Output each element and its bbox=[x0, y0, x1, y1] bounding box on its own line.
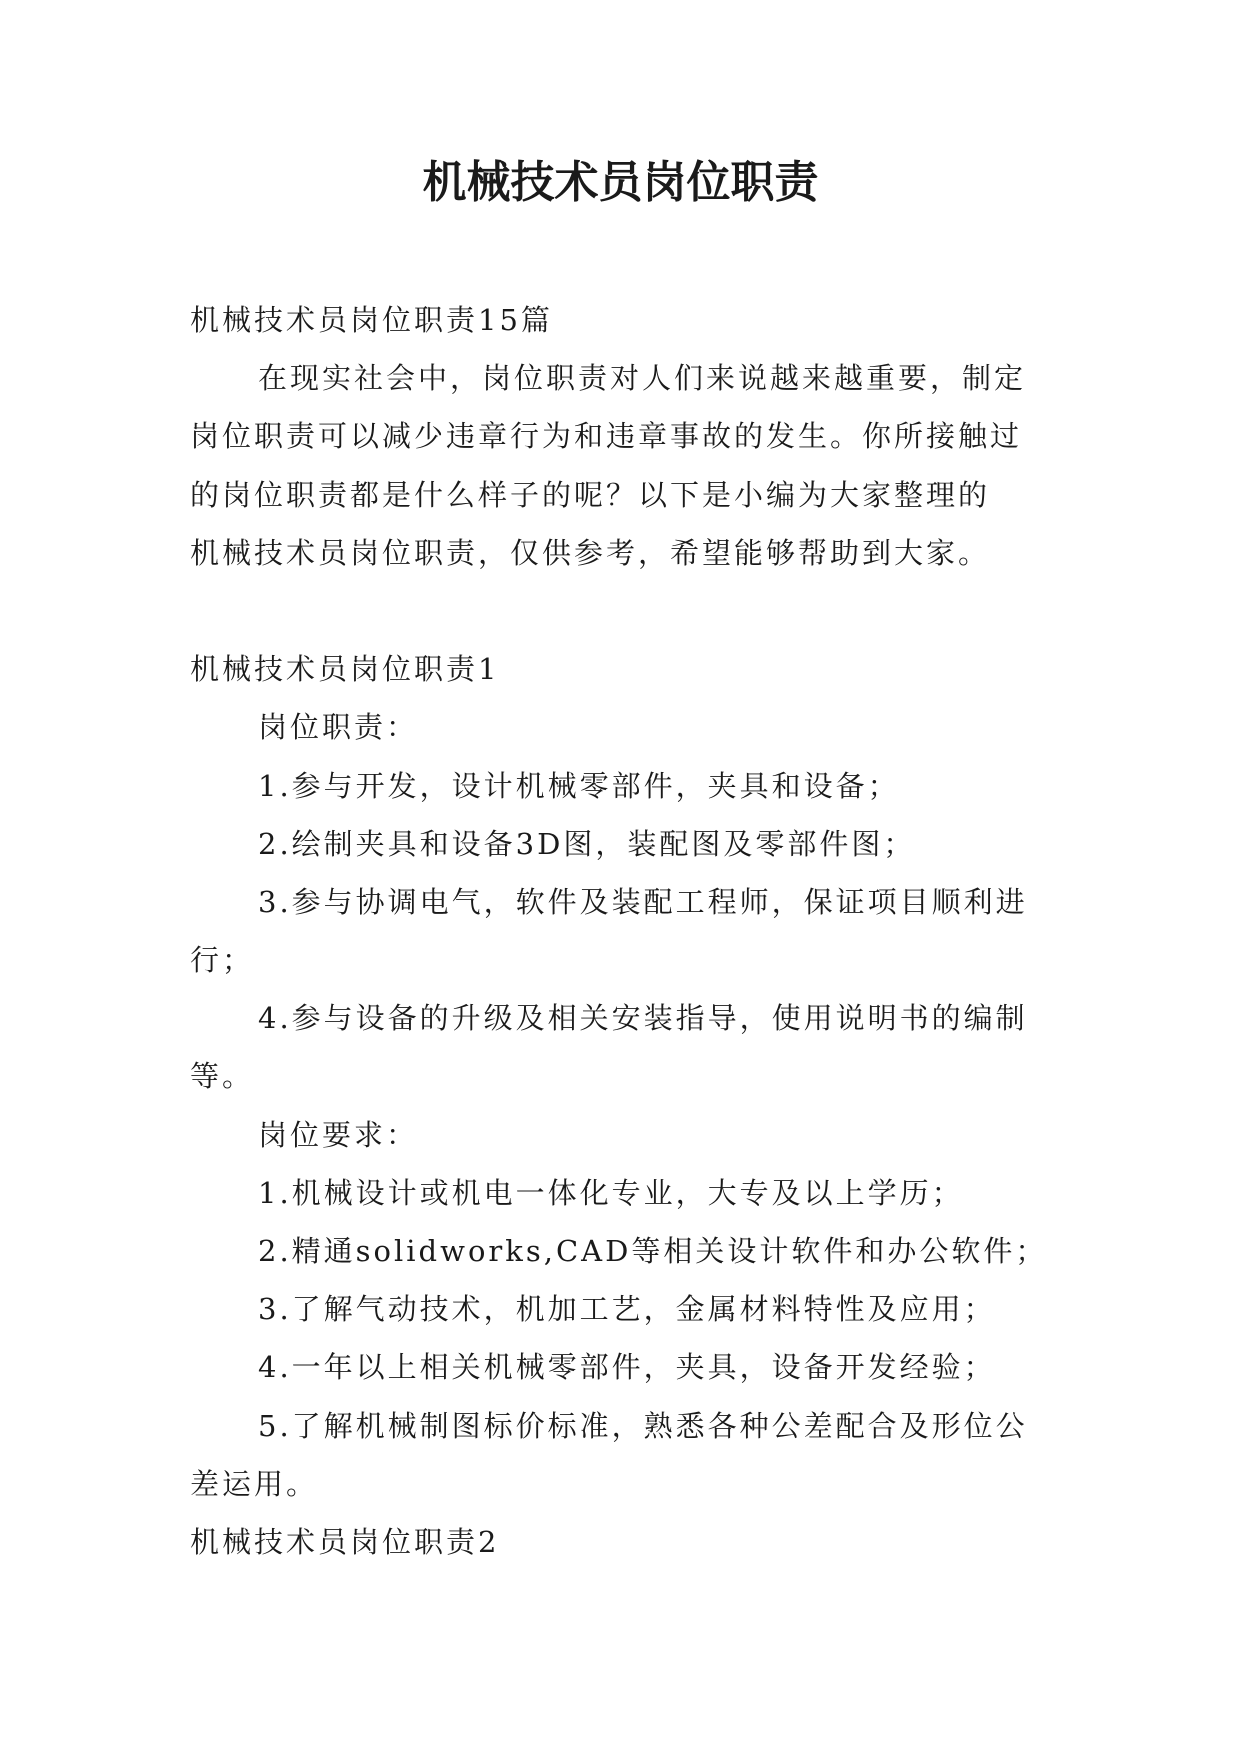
intro-line-4: 机械技术员岗位职责，仅供参考，希望能够帮助到大家。 bbox=[190, 535, 991, 570]
document-subtitle: 机械技术员岗位职责15篇 bbox=[190, 303, 553, 337]
section-2-heading: 机械技术员岗位职责2 bbox=[190, 1524, 500, 1559]
duty-item-1: 1.参与开发，设计机械零部件，夹具和设备； bbox=[258, 768, 900, 803]
duty-item-4-continued: 等。 bbox=[190, 1059, 255, 1094]
requirement-item-5: 5.了解机械制图标价标准，熟悉各种公差配合及形位公 bbox=[258, 1408, 1028, 1443]
requirements-label: 岗位要求： bbox=[258, 1117, 419, 1152]
document-body bbox=[190, 291, 1050, 1571]
duties-label: 岗位职责： bbox=[258, 710, 419, 745]
intro-line-3: 的岗位职责都是什么样子的呢？以下是小编为大家整理的 bbox=[190, 477, 991, 512]
intro-line-1: 在现实社会中，岗位职责对人们来说越来越重要，制定 bbox=[258, 361, 1027, 396]
document-title: 机械技术员岗位职责 bbox=[422, 157, 819, 208]
section-1-heading: 机械技术员岗位职责1 bbox=[190, 652, 500, 687]
intro-line-2: 岗位职责可以减少违章行为和违章事故的发生。你所接触过 bbox=[190, 419, 1023, 454]
duty-item-2: 2.绘制夹具和设备3D图，装配图及零部件图； bbox=[258, 826, 916, 861]
duty-item-3-continued: 行； bbox=[190, 943, 255, 978]
duty-item-3: 3.参与协调电气，软件及装配工程师，保证项目顺利进 bbox=[258, 884, 1028, 919]
requirement-item-4: 4.一年以上相关机械零部件，夹具，设备开发经验； bbox=[258, 1350, 996, 1385]
requirement-item-1: 1.机械设计或机电一体化专业，大专及以上学历； bbox=[258, 1175, 964, 1210]
requirement-item-2: 2.精通solidworks,CAD等相关设计软件和办公软件； bbox=[258, 1234, 1048, 1268]
requirement-item-5-continued: 差运用。 bbox=[190, 1466, 319, 1501]
requirement-item-3: 3.了解气动技术，机加工艺，金属材料特性及应用； bbox=[258, 1292, 996, 1327]
duty-item-4: 4.参与设备的升级及相关安装指导，使用说明书的编制 bbox=[258, 1001, 1028, 1036]
paragraph-gap bbox=[190, 582, 1050, 640]
